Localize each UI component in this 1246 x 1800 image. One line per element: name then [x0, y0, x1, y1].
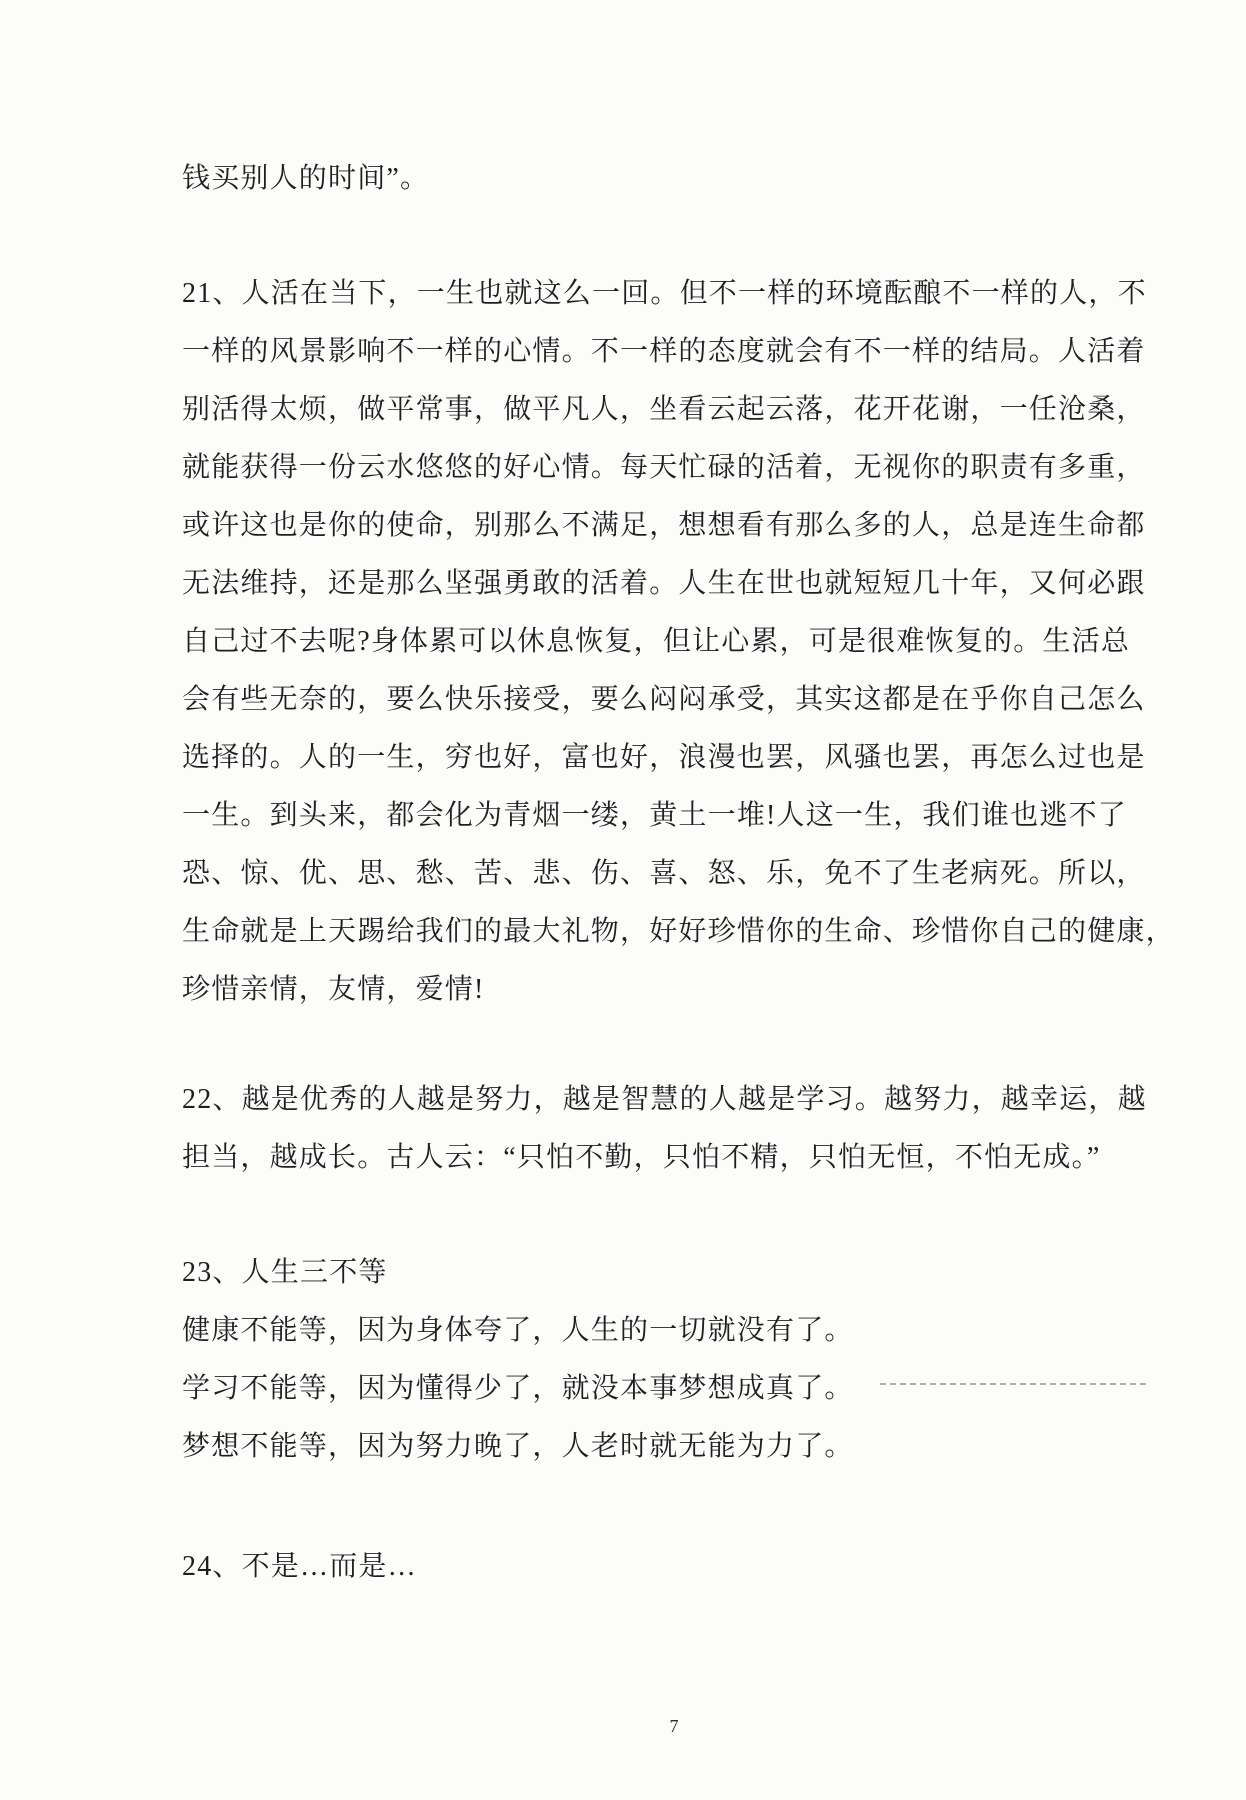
text-line: 就能获得一份云水悠悠的好心情。每天忙碌的活着，无视你的职责有多重， [182, 452, 1146, 483]
text-line: 无法维持，还是那么坚强勇敢的活着。人生在世也就短短几十年，又何必跟 [182, 568, 1146, 599]
paragraph-item-24 [182, 1538, 1202, 1596]
item-heading: 23、人生三不等 [182, 1257, 388, 1288]
paragraph-item-22 [182, 1071, 1202, 1187]
text-line: 22、越是优秀的人越是努力，越是智慧的人越是学习。越努力，越幸运，越 [182, 1084, 1147, 1115]
text-line: 担当，越成长。古人云：“只怕不勤，只怕不精，只怕无恒，不怕无成。” [182, 1142, 1101, 1173]
scan-artifact-line [880, 1383, 1146, 1385]
paragraph-continuation [182, 150, 1202, 208]
text-line: 生命就是上天踢给我们的最大礼物，好好珍惜你的生命、珍惜你自己的健康， [182, 916, 1175, 947]
text-line: 会有些无奈的，要么快乐接受，要么闷闷承受，其实这都是在乎你自己怎么 [182, 684, 1146, 715]
page-number: 7 [669, 1716, 679, 1736]
text-line: 自己过不去呢?身体累可以休息恢复，但让心累，可是很难恢复的。生活总 [182, 626, 1131, 657]
item-heading: 24、不是…而是… [182, 1551, 417, 1582]
text-line: 健康不能等，因为身体夸了，人生的一切就没有了。 [182, 1315, 854, 1346]
text-line: 钱买别人的时间”。 [182, 163, 430, 194]
text-line: 一生。到头来，都会化为青烟一缕，黄土一堆!人这一生，我们谁也逃不了 [182, 800, 1127, 831]
text-line: 选择的。人的一生，穷也好，富也好，浪漫也罢，风骚也罢，再怎么过也是 [182, 742, 1146, 773]
text-line: 别活得太烦，做平常事，做平凡人，坐看云起云落，花开花谢，一任沧桑， [182, 394, 1146, 425]
text-line: 恐、惊、优、思、愁、苦、悲、伤、喜、怒、乐，免不了生老病死。所以， [182, 858, 1146, 889]
text-line: 学习不能等，因为懂得少了，就没本事梦想成真了。 [182, 1373, 854, 1404]
paragraph-item-21 [182, 265, 1202, 1019]
text-line: 珍惜亲情，友情，爱情! [182, 974, 485, 1005]
text-line: 一样的风景影响不一样的心情。不一样的态度就会有不一样的结局。人活着 [182, 336, 1146, 367]
text-line: 或许这也是你的使命，别那么不满足，想想看有那么多的人，总是连生命都 [182, 510, 1146, 541]
paragraph-item-23 [182, 1244, 1202, 1476]
text-line: 梦想不能等，因为努力晚了，人老时就无能为力了。 [182, 1431, 854, 1462]
text-line: 21、人活在当下，一生也就这么一回。但不一样的环境酝酿不一样的人，不 [182, 278, 1147, 309]
